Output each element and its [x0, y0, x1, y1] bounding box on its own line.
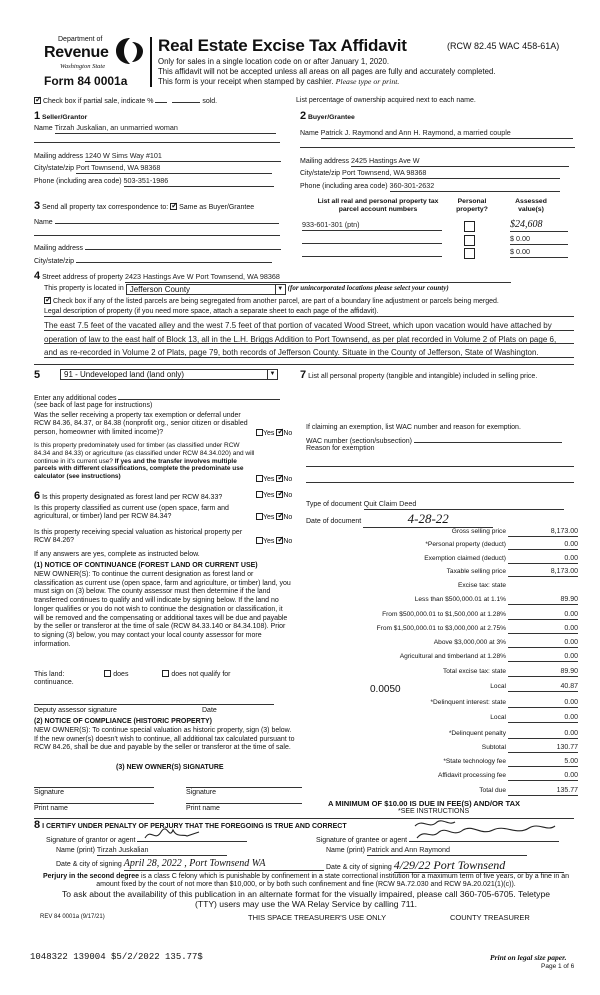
- corr-mailing-field[interactable]: [85, 242, 281, 250]
- treasurer-use: THIS SPACE TREASURER'S USE ONLY: [248, 913, 387, 922]
- signature-label: Signature: [186, 789, 216, 796]
- tax-value[interactable]: 89.90: [508, 596, 578, 605]
- tax-row: Taxable selling price 8,173.00: [278, 568, 578, 578]
- exemption-instruction: If claiming an exemption, list WAC number and reason for exemption.: [306, 424, 521, 431]
- tax-value[interactable]: 0.00: [508, 772, 578, 781]
- tax-row: Affidavit processing fee 0.00: [278, 772, 578, 782]
- legal-description-field[interactable]: The east 7.5 feet of the vacated alley and the west 7.5 feet of that portion of vacated Wood Street, which upon vacation would have attached by operation of law to the east half of Block 13, all in the L.H. Briggs Addition to Port Townsend, as per plat recorded in Volume 2 of Plats on page 6, and as re-recorded in Volume 2 of Plats, page 79, both records of Jefferson County. Situate in the County of Jefferson, State of Washington.: [44, 321, 557, 357]
- see-instructions: *SEE INSTRUCTIONS: [398, 808, 470, 815]
- wac-row: WAC number (section/subsection): [306, 435, 562, 446]
- parcels-header: List all real and personal property tax parcel account numbers: [317, 198, 439, 214]
- tax-value[interactable]: 0.00: [508, 699, 578, 708]
- segregated-checkbox[interactable]: [44, 297, 51, 304]
- correspondence-heading: 3 Send all property tax correspondence to: ✓ Same as Buyer/Grantee: [34, 200, 254, 213]
- corr-mailing: Mailing address: [34, 242, 281, 253]
- seller-mailing: Mailing address 1240 W Sims Way #101: [34, 152, 281, 162]
- parcel-number-field[interactable]: [302, 248, 442, 257]
- notice-continuance-heading: (1) NOTICE OF CONTINUANCE (FOREST LAND OR CURRENT USE): [34, 562, 258, 569]
- partial-sale-checkbox[interactable]: [34, 97, 41, 104]
- tax-value[interactable]: 5.00: [508, 758, 578, 767]
- yes-checkbox[interactable]: [256, 491, 263, 498]
- personal-property-list: 7 List all personal property (tangible and intangible) included in selling price.: [300, 369, 538, 381]
- timber-yes-no: Yes ✓ No: [256, 475, 292, 484]
- yes-checkbox[interactable]: [256, 537, 263, 544]
- chevron-down-icon: ▼: [275, 285, 285, 295]
- buyer-name-line2[interactable]: [300, 147, 575, 148]
- grantor-name-field[interactable]: Tirzah Juskalian: [97, 846, 227, 856]
- seller-city-field[interactable]: Port Townsend, WA 98368: [76, 164, 272, 174]
- county-dropdown[interactable]: Jefferson County ▼: [126, 284, 286, 295]
- grantee-name-field[interactable]: Patrick and Ann Raymond: [367, 846, 527, 856]
- grantor-date-field[interactable]: April 28, 2022 , Port Townsend WA: [124, 858, 324, 871]
- dept-name: Revenue: [44, 44, 109, 61]
- tax-value[interactable]: 8,173.00: [508, 568, 578, 577]
- legal-line: [44, 343, 574, 344]
- minimum-due: A MINIMUM OF $10.00 IS DUE IN FEE(S) AND/OR TAX: [328, 799, 521, 808]
- personal-property-checkbox[interactable]: [464, 248, 475, 259]
- tax-value[interactable]: 89.90: [508, 668, 578, 677]
- doc-date-row: Date of document 4-28-22: [306, 511, 493, 528]
- parcel-row: [302, 248, 572, 260]
- no-checkbox[interactable]: [276, 513, 283, 520]
- corr-city-field[interactable]: [76, 255, 272, 263]
- local-tax-row: Local 40.87: [278, 683, 578, 693]
- grantor-signature-row: Signature of grantor or agent: [46, 834, 247, 845]
- partial-sale: ✓ Check box if partial sale, indicate % sold.: [34, 97, 217, 106]
- tax-row: *Delinquent penalty 0.00: [278, 730, 578, 740]
- yes-checkbox[interactable]: [256, 513, 263, 520]
- continuance: continuance.: [34, 679, 74, 686]
- same-as-buyer-checkbox[interactable]: [170, 203, 177, 210]
- buyer-city-field[interactable]: Port Townsend, WA 98368: [342, 169, 560, 179]
- historic-yes-no: Yes ✓ No: [256, 537, 292, 546]
- personal-property-checkbox[interactable]: [464, 221, 475, 232]
- form-title: Real Estate Excise Tax Affidavit: [158, 36, 407, 55]
- grantee-name-row: Name (print) Patrick and Ann Raymond: [326, 846, 527, 856]
- reason-line[interactable]: [306, 482, 574, 483]
- local-rate: 0.0050: [370, 684, 401, 695]
- tax-row: Agricultural and timberland at 1.28% 0.00: [278, 653, 578, 663]
- reason-line[interactable]: [306, 466, 574, 467]
- does-not-checkbox[interactable]: [162, 670, 169, 677]
- exemption-yes-no: Yes ✓ No: [256, 429, 292, 438]
- state-name: Washington State: [60, 63, 106, 70]
- see-back: (see back of last page for instructions): [34, 402, 153, 409]
- tax-row: Excise tax: state: [457, 582, 506, 589]
- buyer-name: Name Patrick J. Raymond and Ann H. Raymond, a married couple: [300, 129, 573, 139]
- accessibility-notice: To ask about the availability of this publication in an alternate format for the visually impaired, please call 360-705-6705. Teletype (TTY) users may use the WA Relay Service by calling 711.: [61, 889, 551, 909]
- total-due-value[interactable]: 135.77: [508, 787, 578, 796]
- tax-value[interactable]: 0.00: [508, 714, 578, 723]
- deputy-date-label: Date: [202, 707, 217, 714]
- seller-mailing-field[interactable]: 1240 W Sims Way #101: [85, 152, 281, 162]
- header-line1: Only for sales in a single location code on or after January 1, 2020.: [158, 57, 390, 66]
- parcel-number-field[interactable]: 933-601-301 (ptn): [302, 221, 442, 231]
- tax-row: Gross selling price 8,173.00: [278, 528, 578, 538]
- seller-phone-field[interactable]: 503-351-1986: [124, 177, 274, 187]
- wa-logo-icon: [114, 36, 146, 66]
- notice-compliance-body: NEW OWNER(S): To continue special valuation as historic property, sign (3) below. If the new owner(s) doesn't wish to continue, all additional tax calculated pursuant to RCW 84.26, shall be due and payable by the seller or transferor at the time of sale.: [34, 727, 295, 752]
- type-or-print: Please type or print.: [335, 77, 400, 86]
- tax-row: Subtotal 130.77: [278, 744, 578, 754]
- header-divider: [150, 37, 152, 87]
- grantee-date-field[interactable]: 4/29/22 Port Townsend: [394, 858, 564, 873]
- personal-header: Personal property?: [456, 198, 488, 214]
- assessed-value-field[interactable]: $24,608: [510, 219, 568, 232]
- grantor-name-row: Name (print) Tirzah Juskalian: [56, 846, 227, 856]
- seller-name-field[interactable]: Tirzah Juskalian, an unmarried woman: [55, 124, 276, 134]
- land-use-row: 5 91 - Undeveloped land (land only) ▼: [34, 369, 294, 382]
- does-checkbox[interactable]: [104, 670, 111, 677]
- parcel-number-field[interactable]: [302, 235, 442, 244]
- tax-row: Exemption claimed (deduct) 0.00: [278, 555, 578, 565]
- tax-row: *Personal property (deduct) 0.00: [278, 541, 578, 551]
- notice-continuance-body: NEW OWNER(S): To continue the current designation as forest land or classification as current use (open space, farm and agriculture, or timber) land, you must sign on (3) below. The county assessor must then determine if the land transferred continues to qualify and will indicate by signing below. If the land no longer qualifies or you do not wish to continue the designation or classification, it will be removed and the compensating or additional taxes will be due and payable by the seller or transferor at the time of sale (RCW 84.33.140 or 84.34.108). Prior to signing (3) below, you may contact your local county assessor for more information.: [34, 571, 291, 648]
- grantee-date-row: Date & city of signing 4/29/22 Port Townsend: [326, 858, 564, 873]
- parcel-row: [302, 221, 572, 233]
- chevron-down-icon: ▼: [267, 370, 277, 380]
- exemption-question: Was the seller receiving a property tax exemption or deferral under RCW 84.36, 84.37, or 84.38 (nonprofit org., senior citizen or disabled person, homeowner with limited income)?: [34, 412, 248, 436]
- grantor-signature-field[interactable]: [137, 834, 247, 842]
- buyer-mailing: Mailing address 2425 Hastings Ave W: [300, 157, 569, 167]
- tax-value[interactable]: 0.00: [508, 639, 578, 648]
- no-checkbox[interactable]: [276, 491, 283, 498]
- seller-city: City/state/zip Port Townsend, WA 98368: [34, 164, 272, 174]
- forest-question: 6 Is this property designated as forest land per RCW 84.33?: [34, 490, 223, 502]
- deputy-signature-line[interactable]: [34, 704, 274, 705]
- yes-checkbox[interactable]: [256, 475, 263, 482]
- current-use-yes-no: Yes ✓ No: [256, 513, 292, 522]
- doc-type-field[interactable]: Quit Claim Deed: [364, 500, 564, 510]
- tax-row: Less than $500,000.01 at 1.1% 89.90: [278, 596, 578, 606]
- page-number: Page 1 of 6: [541, 963, 575, 970]
- grantee-signature-field[interactable]: [409, 834, 559, 842]
- legal-line: [44, 330, 574, 331]
- personal-property-checkbox[interactable]: [464, 235, 475, 246]
- tax-value[interactable]: 40.87: [508, 683, 578, 692]
- tax-row: From $1,500,000.01 to $3,000,000 at 2.75% 0.00: [278, 625, 578, 635]
- rcw-ref: (RCW 82.45 WAC 458-61A): [447, 41, 560, 51]
- this-land-row: This land: does does not qualify for: [34, 671, 231, 678]
- corr-name-field[interactable]: [55, 216, 279, 224]
- legal-label: Legal description of property (if you need more space, attach a separate sheet to each page of the affidavit).: [44, 308, 574, 317]
- dept-line: Department of: [58, 36, 103, 43]
- yes-checkbox[interactable]: [256, 429, 263, 436]
- segregated-row: ✓ Check box if any of the listed parcels are being segregated from another parcel, are part of a boundary line adjustment or parcels being merged.: [44, 297, 499, 306]
- street-address-field[interactable]: 2423 Hastings Ave W Port Townsend, WA 98368: [125, 273, 511, 283]
- notice-compliance-heading: (2) NOTICE OF COMPLIANCE (HISTORIC PROPERTY): [34, 718, 212, 725]
- legal-line: [44, 357, 574, 358]
- grantor-date-row: Date & city of signing April 28, 2022 , Port Townsend WA: [56, 858, 324, 871]
- buyer-phone-field[interactable]: 360-301-2632: [390, 182, 560, 192]
- seller-name-line2[interactable]: [34, 142, 280, 143]
- perjury-notice: Perjury in the second degree is a class C felony which is punishable by confinement in a state correctional institution for a maximum term of five years, or by a fine in an amount fixed by the court of not more than $10,000, or by both such confinement and fine (RCW 9A.72.030 and RCW 9A.20.021(1)(c)).: [42, 873, 569, 888]
- county-row: This property is located in Jefferson County ▼ (for unincorporated locations please select your county): [44, 284, 449, 294]
- county-treasurer: COUNTY TREASURER: [450, 913, 530, 922]
- corr-name-line2[interactable]: [34, 235, 280, 236]
- corr-name: Name: [34, 216, 279, 227]
- forest-yes-no: Yes ✓ No: [256, 491, 292, 500]
- tax-value[interactable]: 0.00: [508, 730, 578, 739]
- grantor-signature-scribble: [143, 826, 203, 844]
- seller-name: Name Tirzah Juskalian, an unmarried woman: [34, 124, 280, 134]
- tax-value[interactable]: 0.00: [508, 555, 578, 564]
- street-address: 4 Street address of property 2423 Hastings Ave W Port Townsend, WA 98368: [34, 270, 511, 283]
- if-any-yes: If any answers are yes, complete as instructed below.: [34, 551, 200, 558]
- ownership-instruction: List percentage of ownership acquired next to each name.: [296, 97, 476, 104]
- assessed-value-field[interactable]: $ 0.00: [510, 248, 568, 258]
- legal-paper-note: Print on legal size paper.: [490, 953, 567, 962]
- tax-value[interactable]: 130.77: [508, 744, 578, 753]
- signature-label: Signature: [34, 789, 64, 796]
- buyer-city: City/state/zip Port Townsend, WA 98368: [300, 169, 560, 179]
- seller-heading: 1 Seller/Grantor: [34, 110, 88, 122]
- buyer-name-field[interactable]: Patrick J. Raymond and Ann H. Raymond, a married couple: [321, 129, 573, 139]
- reason-label: Reason for exemption: [306, 445, 375, 452]
- seller-phone: Phone (including area code) 503-351-1986: [34, 177, 274, 187]
- print-name-label: Print name: [34, 805, 68, 812]
- grantee-signature-scribble: [409, 816, 559, 842]
- form-number: Form 84 0001a: [44, 74, 128, 88]
- tax-value[interactable]: 0.00: [508, 611, 578, 620]
- owner-signature-line[interactable]: [34, 787, 154, 788]
- treasurer-stamp: 1048322 139004 $5/2/2022 135.77$: [30, 952, 203, 962]
- total-due-row: Total due 135.77: [278, 787, 578, 797]
- deputy-signature-label: Deputy assessor signature: [34, 707, 117, 714]
- buyer-phone: Phone (including area code) 360-301-2632: [300, 182, 560, 192]
- tax-row: *State technology fee 5.00: [278, 758, 578, 768]
- assessed-value-field[interactable]: $ 0.00: [510, 235, 568, 245]
- tax-row: Total excise tax: state 89.90: [278, 668, 578, 678]
- no-checkbox[interactable]: [276, 429, 283, 436]
- doc-type-row: Type of document Quit Claim Deed: [306, 500, 564, 510]
- wac-field[interactable]: [414, 435, 562, 443]
- tax-row: *Delinquent interest: state 0.00: [278, 699, 578, 709]
- add-codes: Enter any additional codes: [34, 392, 280, 403]
- add-codes-field[interactable]: [118, 392, 280, 400]
- tax-row: From $500,000.01 to $1,500,000 at 1.28% 0.00: [278, 611, 578, 621]
- owner-print-line[interactable]: [34, 803, 154, 804]
- owner-print-line[interactable]: [186, 803, 302, 804]
- rev-number: REV 84 0001a (9/17/21): [40, 914, 105, 920]
- certify-heading: 8 I CERTIFY UNDER PENALTY OF PERJURY THAT THE FOREGOING IS TRUE AND CORRECT: [34, 819, 347, 831]
- historic-question: Is this property receiving special valuation as historical property per RCW 84.26?: [34, 529, 243, 545]
- tax-value[interactable]: 0.00: [508, 625, 578, 634]
- new-owner-signature-heading: (3) NEW OWNER(S) SIGNATURE: [116, 764, 224, 771]
- assessed-header: Assessed value(s): [515, 198, 547, 214]
- no-checkbox[interactable]: [276, 475, 283, 482]
- print-name-label: Print name: [186, 805, 220, 812]
- header-line3: This form is your receipt when stamped by cashier. Please type or print.: [158, 77, 400, 86]
- tax-row: Local 0.00: [278, 714, 578, 724]
- grantee-signature-row: Signature of grantee or agent: [316, 834, 559, 845]
- dor-logo: [30, 36, 150, 88]
- tax-value[interactable]: 0.00: [508, 653, 578, 662]
- current-use-question: Is this property classified as current use (open space, farm and agricultural, or timber) land per RCW 84.34?: [34, 505, 229, 521]
- buyer-mailing-field[interactable]: 2425 Hastings Ave W: [351, 157, 569, 167]
- parcel-row: [302, 235, 572, 247]
- buyer-heading: 2 Buyer/Grantee: [300, 110, 355, 122]
- tax-row: Above $3,000,000 at 3% 0.00: [278, 639, 578, 649]
- tax-value[interactable]: 8,173.00: [508, 528, 578, 537]
- timber-question: Is this property predominately used for timber (as classified under RCW 84.34 and 84.33) or agriculture (as classified under RCW 84.34.020) and will continue in it's current use? If yes and the transfer involves multiple parcels with different classifications, complete the predominate use calculator (see instructions): [34, 442, 255, 481]
- corr-city: City/state/zip: [34, 255, 272, 266]
- header-line2: This affidavit will not be accepted unless all areas on all pages are fully and accurately completed.: [158, 67, 496, 76]
- tax-value[interactable]: 0.00: [508, 541, 578, 550]
- section-divider: [34, 364, 574, 365]
- doc-date-field[interactable]: 4-28-22: [363, 511, 493, 528]
- land-use-dropdown[interactable]: 91 - Undeveloped land (land only) ▼: [60, 369, 278, 380]
